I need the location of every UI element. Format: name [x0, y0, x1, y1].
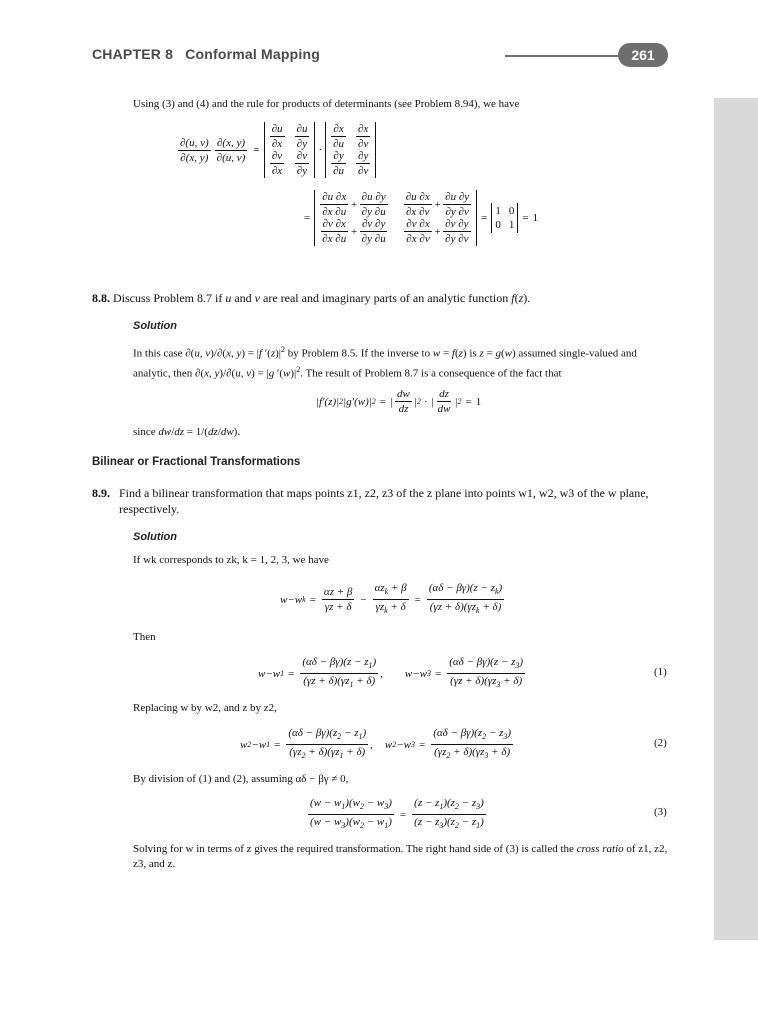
equation-1-label: (1) [654, 666, 667, 678]
cross-ratio-term: cross ratio [576, 843, 624, 855]
equation-3-label: (3) [654, 806, 667, 818]
problem-8-9-statement: 8.9. Find a bilinear transformation that maps points z1, z2, z3 of the z plane into points w1, w2, w3 of the w plane, respectively. [92, 486, 649, 516]
equation-3: $\frac{(w - w_1)(w_2 - w_3)}{(w - w_3)(w_2 - w_1)}$ = $\frac{(z - z_1)(z_2 - z_3)}{(z - z_3)(z_2 - z_1)}$ [310, 797, 484, 831]
problem-8-9-then-text: Then [133, 631, 156, 643]
problem-8-8-number: 8.8. [92, 291, 110, 305]
equation-2: w 2 − w 1 = $\frac{(\alpha\delta - \beta\gamma)(z_2 - z_1)}{(\gamma z_2 + \delta)(\gamma z_1 + \delta)}$ , w 2 − w 3 = $\frac{(\alpha\delta - \beta\gamma)(z_2 - z_3)}{(\gamma z_2 + \delta)(\gamma z_3 + \delta)}$ [240, 727, 512, 761]
problem-8-8-statement: 8.8. Discuss Problem 8.7 if u and v are real and imaginary parts of an analytic function f(z). [92, 291, 531, 305]
bilinear-difference-equation: w − w k = $\frac{\alpha z + \beta}{\gamma z + \delta}$ − $\frac{\alpha z_k + \beta}{\gamma z_k + \delta}$ = $\frac{(\alpha\delta - \beta\gamma)(z - z_k)}{(\gamma z + \delta)(\gamma z_k + \delta)}$ [280, 582, 503, 616]
problem-8-9-division-text: By division of (1) and (2), assuming αδ − βγ ≠ 0, [133, 773, 349, 785]
equation-2-label: (2) [654, 737, 667, 749]
header-rule [505, 55, 625, 57]
problem-8-9-if-text: If wk corresponds to zk, k = 1, 2, 3, we have [133, 554, 329, 566]
chapter-title: Conformal Mapping [185, 46, 320, 62]
equation-1: w − w 1 = $\frac{(\alpha\delta - \beta\gamma)(z - z_1)}{(\gamma z + \delta)(\gamma z_1 + \delta)}$ , w − w 3 = $\frac{(\alpha\delta - \beta\gamma)(z - z_3)}{(\gamma z + \delta)(\gamma z_3 + \delta)}$ [258, 656, 524, 690]
jacobian-product-expanded: = $\frac{\partial u \partial x}{\partial x \partial u}$ + $\frac{\partial u \partial y}{\partial y \partial u}$ $\frac{\partial u \partial x}{\partial x \partial v}$ + $\frac{\partial u \partial y}{\partial y \partial v}$ $\frac{\partial v \partial x}{\partial x \partial u}$ + $\frac{\partial v \partial y}{\partial y \partial u}$ $\frac{\partial v \partial x}{\partial x \partial v}$ + $\frac{\partial v \partial y}{\partial y \partial v}$ = 1 0 0 1 = 1 [304, 191, 539, 245]
problem-8-9-replacing-text: Replacing w by w2, and z by z2, [133, 702, 277, 714]
problem-8-9-conclusion: Solving for w in terms of z gives the required transformation. The right hand side of (3) is called the cross ratio of z1, z2, z3, and z. [133, 843, 668, 870]
margin-thumb-tab [714, 98, 758, 940]
section-heading: Bilinear or Fractional Transformations [92, 456, 301, 468]
jacobian-product-equation: $\frac{\partial(u, v)}{\partial(x, y)}$ $\frac{\partial(x, y)}{\partial(u, v)}$ = $\frac{\partial u}{\partial x}$ $\frac{\partial u}{\partial y}$ $\frac{\partial v}{\partial x}$ $\frac{\partial v}{\partial y}$ · $\frac{\partial x}{\partial u}$ $\frac{\partial x}{\partial v}$ $\frac{\partial y}{\partial u}$ $\frac{\partial y}{\partial v}$ [176, 122, 376, 178]
problem-8-8-solution-label: Solution [133, 320, 177, 332]
problem-8-9-number: 8.9. [92, 486, 110, 500]
intro-paragraph: Using (3) and (4) and the rule for products of determinants (see Problem 8.94), we have [133, 98, 520, 110]
running-header [92, 46, 320, 62]
problem-8-8-solution-text: In this case ∂(u, v)/∂(x, y) = |f $'(z)|^2$ by Problem 8.5. If the inverse to w = f(z) is z = g(w) assumed single-valued and analytic, then ∂(x, y)/∂(u, v) = |g $'(w)|^2$. The result of Problem 8.7 is a consequence of the fact that [133, 345, 637, 380]
derivative-product-equation: | f ′( z )| 2 | g ′( w )| 2 = | $\frac{dw}{dz}$ | 2 · | $\frac{dz}{dw}$ | 2 = 1 [316, 388, 482, 415]
since-line: since dw/dz = 1/(dz/dw). [133, 426, 241, 438]
chapter-label: CHAPTER 8 [92, 46, 174, 62]
problem-8-9-solution-label: Solution [133, 531, 177, 543]
page-number-badge: 261 [618, 43, 668, 67]
